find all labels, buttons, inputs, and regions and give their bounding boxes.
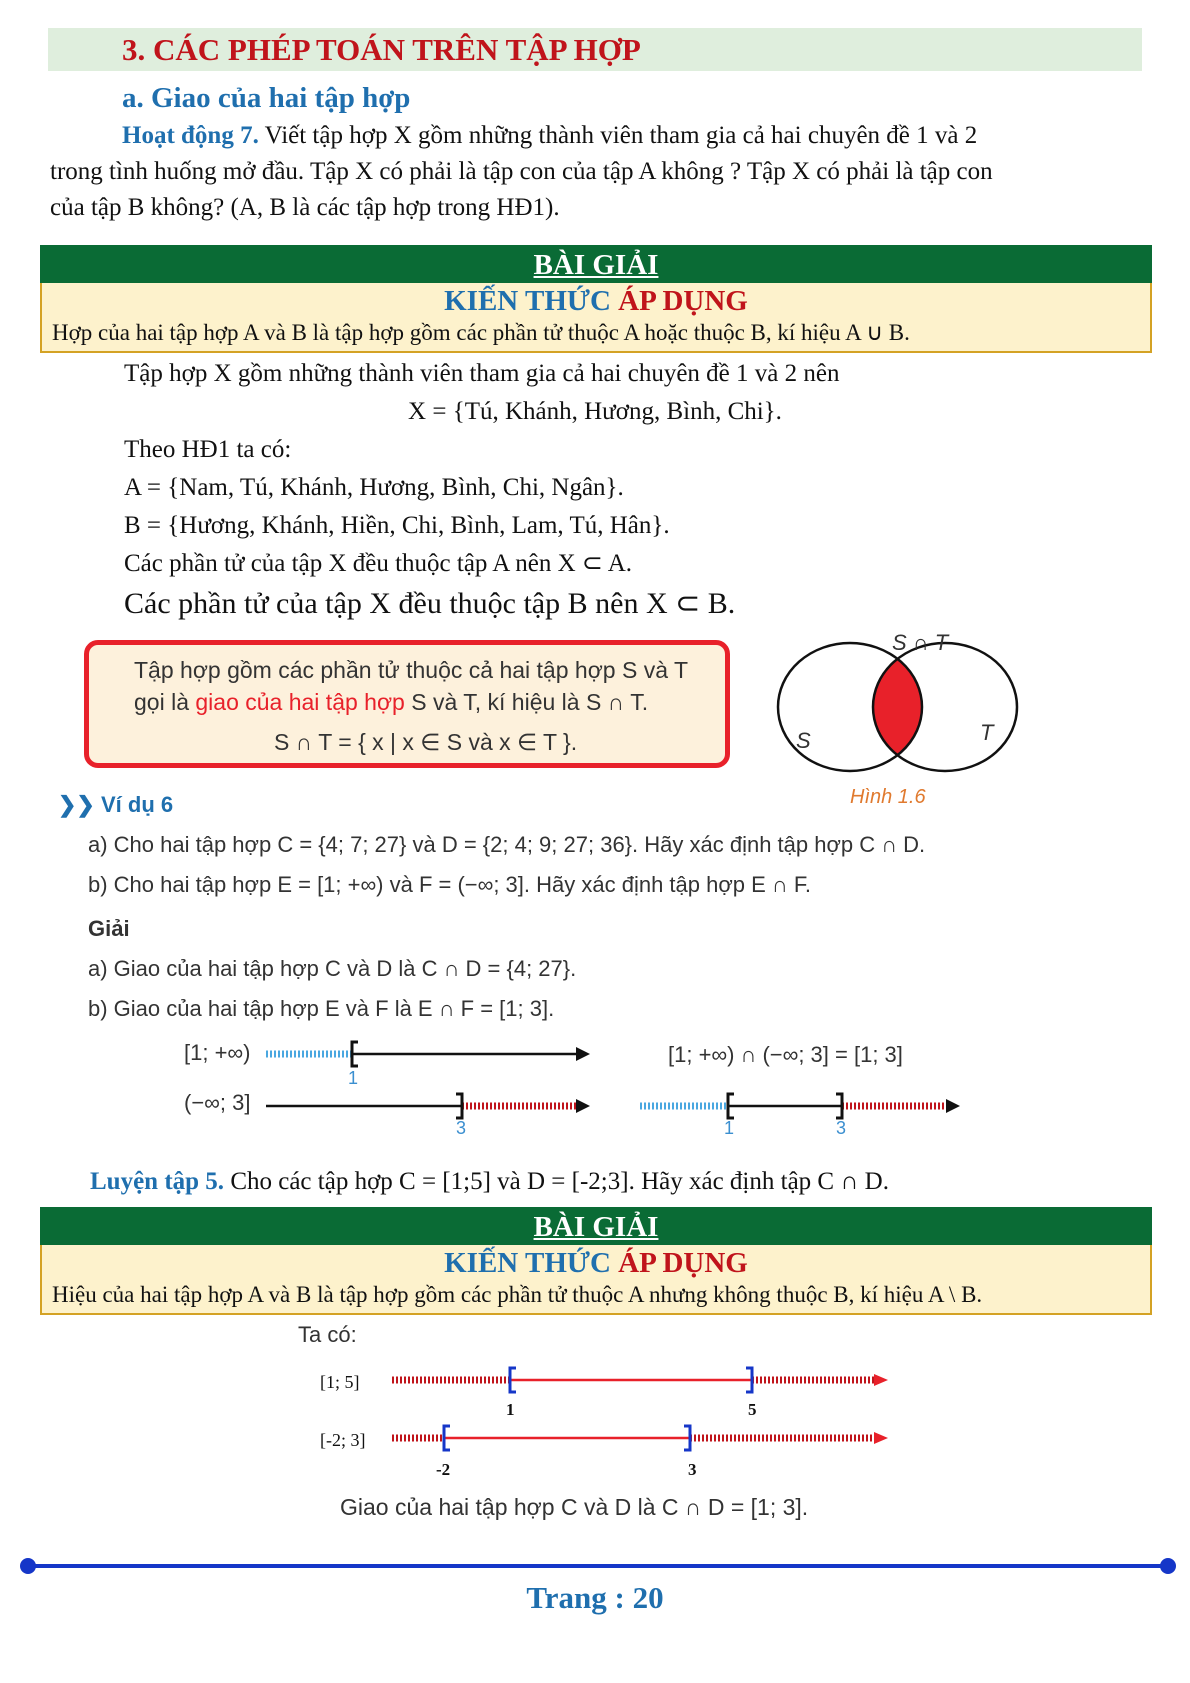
lt-line-1-tick-b: 5 xyxy=(748,1400,757,1419)
section-title: 3. CÁC PHÉP TOÁN TRÊN TẬP HỢP xyxy=(122,32,641,67)
solution-set-b: B = {Hương, Khánh, Hiền, Chi, Bình, Lam, Tú, Hân}. xyxy=(124,512,670,539)
knowledge-title xyxy=(42,283,1150,319)
practice-text: Cho các tập hợp C = [1;5] và D = [-2;3]. Hãy xác định tập C ∩ D. xyxy=(224,1168,889,1195)
lt-result: Giao của hai tập hợp C và D là C ∩ D = [1; 3]. xyxy=(340,1494,809,1520)
knowledge-box xyxy=(40,283,1152,353)
activity-text-1: Viết tập hợp X gồm những thành viên tham gia cả hai chuyên đề 1 và 2 xyxy=(258,122,978,149)
knowledge-box-2 xyxy=(40,1245,1152,1315)
numline-3-tick-1: 1 xyxy=(724,1118,735,1138)
numline-2 xyxy=(262,1088,592,1128)
knowledge-2-title-a: KIẾN THỨC xyxy=(444,1247,611,1279)
definition-formula: S ∩ T = { x | x ∈ S và x ∈ T }. xyxy=(274,729,578,755)
example-a: a) Cho hai tập hợp C = {4; 7; 27} và D = {2; 4; 9; 27; 36}. Hãy xác định tập hợp C ∩ D. xyxy=(88,832,926,857)
knowledge-text: Hợp của hai tập hợp A và B là tập hợp gồm các phần tử thuộc A hoặc thuộc B, kí hiệu A ∪ B. xyxy=(52,320,910,345)
solution-set-a: A = {Nam, Tú, Khánh, Hương, Bình, Chi, Ngân}. xyxy=(124,474,624,501)
subsection-title: a. Giao của hai tập hợp xyxy=(122,82,411,114)
footer-divider xyxy=(28,1564,1168,1568)
numline-1-tick: 1 xyxy=(348,1068,359,1088)
venn-label-t: T xyxy=(980,720,994,745)
lt-line-2 xyxy=(388,1422,898,1456)
footer-dot-right xyxy=(1160,1558,1176,1574)
lt-line-1 xyxy=(388,1364,898,1398)
numline-1-arrow xyxy=(576,1047,590,1061)
ta-co-label: Ta có: xyxy=(298,1322,357,1347)
example-title xyxy=(58,792,173,818)
numline-3-tick-2: 3 xyxy=(836,1118,847,1138)
venn-label-s: S xyxy=(796,728,811,753)
knowledge-2-title xyxy=(42,1245,1150,1281)
practice-line xyxy=(90,1164,889,1200)
page-number: Trang : 20 xyxy=(526,1580,664,1615)
solution-header xyxy=(40,245,1152,285)
numline-2-tick: 3 xyxy=(456,1118,467,1138)
example-solution-b: b) Giao của hai tập hợp E và F là E ∩ F = [1; 3]. xyxy=(88,996,555,1021)
knowledge-2-title-b: ÁP DỤNG xyxy=(618,1247,748,1279)
lt-line-2-arrow xyxy=(874,1432,888,1444)
lt-line-1-label: [1; 5] xyxy=(320,1372,360,1392)
numline-3 xyxy=(636,1088,966,1128)
numline-3-label: [1; +∞) ∩ (−∞; 3] = [1; 3] xyxy=(668,1042,903,1067)
solution-header-text: BÀI GIẢI xyxy=(533,249,659,281)
definition-line-2 xyxy=(134,689,648,716)
solution-line-3: Theo HĐ1 ta có: xyxy=(124,436,292,463)
definition-highlight: giao của hai tập hợp xyxy=(195,689,405,715)
definition-line-2a: gọi là xyxy=(134,689,196,715)
numline-2-arrow xyxy=(576,1099,590,1113)
venn-label-intersection: S ∩ T xyxy=(892,630,949,655)
footer-dot-left xyxy=(20,1558,36,1574)
figure-caption: Hình 1.6 xyxy=(850,786,926,808)
solution-set-x: X = {Tú, Khánh, Hương, Bình, Chi}. xyxy=(408,398,782,425)
solution-x-subset-b: Các phần tử của tập X đều thuộc tập B nên X ⊂ B. xyxy=(124,587,736,620)
example-solution-a: a) Giao của hai tập hợp C và D là C ∩ D = {4; 27}. xyxy=(88,956,577,981)
solution-2-header-text: BÀI GIẢI xyxy=(533,1211,659,1243)
numline-2-label: (−∞; 3] xyxy=(184,1090,251,1115)
numline-1 xyxy=(262,1036,592,1076)
activity-line-1 xyxy=(122,118,977,154)
lt-line-1-tick-a: 1 xyxy=(506,1400,515,1419)
example-title-text: Ví dụ 6 xyxy=(101,792,174,817)
numline-1-label: [1; +∞) xyxy=(184,1040,251,1065)
solution-x-subset-a: Các phần tử của tập X đều thuộc tập A nên X ⊂ A. xyxy=(124,550,632,577)
lt-line-2-tick-b: 3 xyxy=(688,1460,697,1479)
activity-line-3: của tập B không? (A, B là các tập hợp trong HĐ1). xyxy=(50,194,560,221)
example-b: b) Cho hai tập hợp E = [1; +∞) và F = (−∞; 3]. Hãy xác định tập hợp E ∩ F. xyxy=(88,872,811,897)
example-chevron-icon: ❯❯ xyxy=(58,792,95,817)
solution-2-header xyxy=(40,1207,1152,1247)
lt-line-2-tick-a: -2 xyxy=(436,1460,451,1479)
solution-line-1: Tập hợp X gồm những thành viên tham gia cả hai chuyên đề 1 và 2 nên xyxy=(124,360,840,387)
definition-line-2c: S và T, kí hiệu là S ∩ T. xyxy=(404,689,649,715)
practice-label: Luyện tập 5. xyxy=(90,1168,225,1195)
knowledge-title-a: KIẾN THỨC xyxy=(444,285,611,317)
activity-label: Hoạt động 7. xyxy=(122,122,259,149)
knowledge-title-b: ÁP DỤNG xyxy=(618,285,748,317)
lt-line-2-label: [-2; 3] xyxy=(320,1430,366,1450)
example-solve-label: Giải xyxy=(88,916,130,941)
knowledge-2-text: Hiệu của hai tập hợp A và B là tập hợp gồm các phần tử thuộc A nhưng không thuộc B, kí hiệu A \ B. xyxy=(52,1282,983,1307)
numline-3-arrow xyxy=(946,1099,960,1113)
activity-line-2: trong tình huống mở đầu. Tập X có phải là tập con của tập A không ? Tập X có phải là tập con xyxy=(50,158,993,185)
definition-line-1: Tập hợp gồm các phần tử thuộc cả hai tập hợp S và T xyxy=(134,657,689,683)
lt-line-1-arrow xyxy=(874,1374,888,1386)
